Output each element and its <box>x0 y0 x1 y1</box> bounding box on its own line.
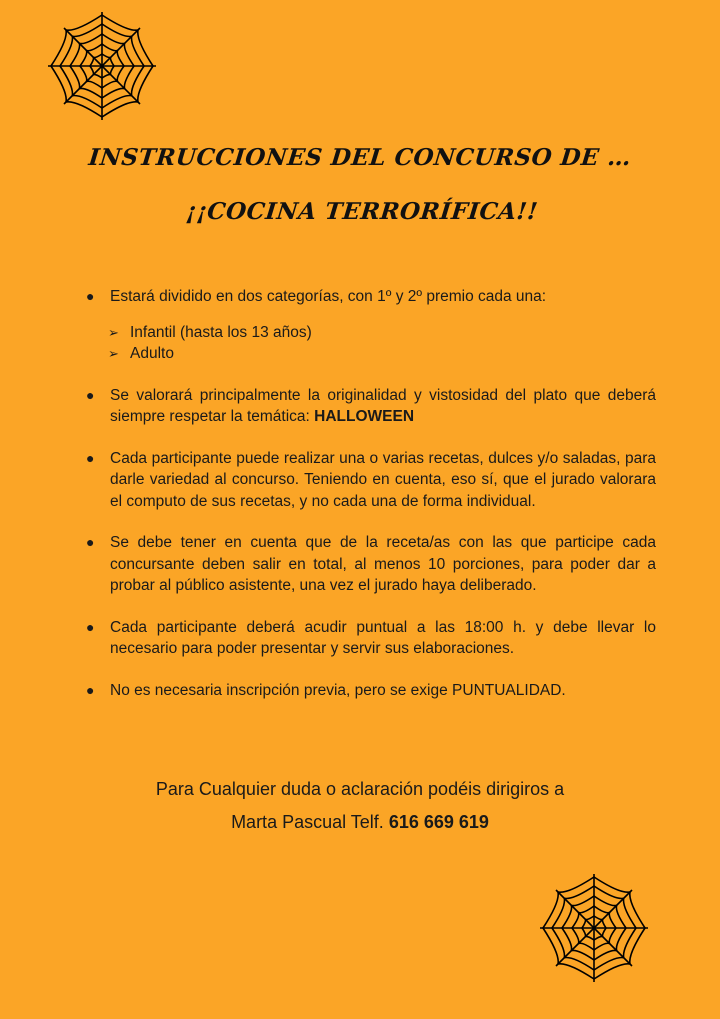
contact-name-phone <box>0 812 720 833</box>
bullet-icon: ● <box>86 534 95 550</box>
contact-line: Para Cualquier duda o aclaración podéis dirigiros a <box>155 779 565 799</box>
spider-web-icon <box>538 872 650 984</box>
rule-text: Cada participante deberá acudir puntual a las 18:00 h. y debe llevar lo necesario para poder presentar y servir sus elaboraciones. <box>110 618 656 657</box>
bullet-icon: ● <box>86 449 95 466</box>
spider-web-icon <box>46 10 158 122</box>
rule-categories <box>86 286 656 308</box>
rule-registration <box>86 680 656 702</box>
page-title-line-2: ¡¡COCINA TERRORÍFICA!! <box>184 198 540 225</box>
rule-text: No es necesaria inscripción previa, pero se exige PUNTUALIDAD. <box>110 681 566 699</box>
rules-list <box>86 286 656 701</box>
arrow-bullet-icon: ➢ <box>108 324 119 340</box>
rule-text: Se valorará principalmente la originalidad y vistosidad del plato que deberá siempre respetar la temática: <box>110 386 656 425</box>
rule-punctual <box>86 617 656 660</box>
category-item <box>86 322 656 344</box>
rule-text: Se debe tener en cuenta que de la receta/as con las que participe cada concursante deben salir en total, al menos 10 porciones, para poder dar a probar al público asistente, una vez el jurado haya deliberado. <box>110 534 656 594</box>
rule-originality <box>86 385 656 428</box>
contact-phone: 616 669 619 <box>388 812 489 832</box>
rule-text: Cada participante puede realizar una o varias recetas, dulces y/o saladas, para darle variedad al concurso. Teniendo en cuenta, eso sí, que el jurado valorara el computo de sus recetas, y no cada una de forma individual. <box>110 449 656 510</box>
rule-recipes <box>86 448 656 513</box>
contact-name: Marta Pascual Telf. <box>231 812 389 832</box>
bullet-icon: ● <box>86 618 95 635</box>
rule-text: Estará dividido en dos categorías, con 1º y 2º premio cada una: <box>110 288 547 305</box>
theme-highlight: HALLOWEEN <box>314 408 415 425</box>
category-text: Adulto <box>130 345 174 362</box>
page-title-line-1: INSTRUCCIONES DEL CONCURSO DE … <box>87 144 633 171</box>
category-item <box>86 343 656 365</box>
arrow-bullet-icon: ➢ <box>108 346 119 361</box>
bullet-icon: ● <box>86 681 95 698</box>
category-text: Infantil (hasta los 13 años) <box>130 323 312 341</box>
bullet-icon: ● <box>86 288 95 304</box>
rule-portions <box>86 532 656 597</box>
bullet-icon: ● <box>86 386 95 403</box>
